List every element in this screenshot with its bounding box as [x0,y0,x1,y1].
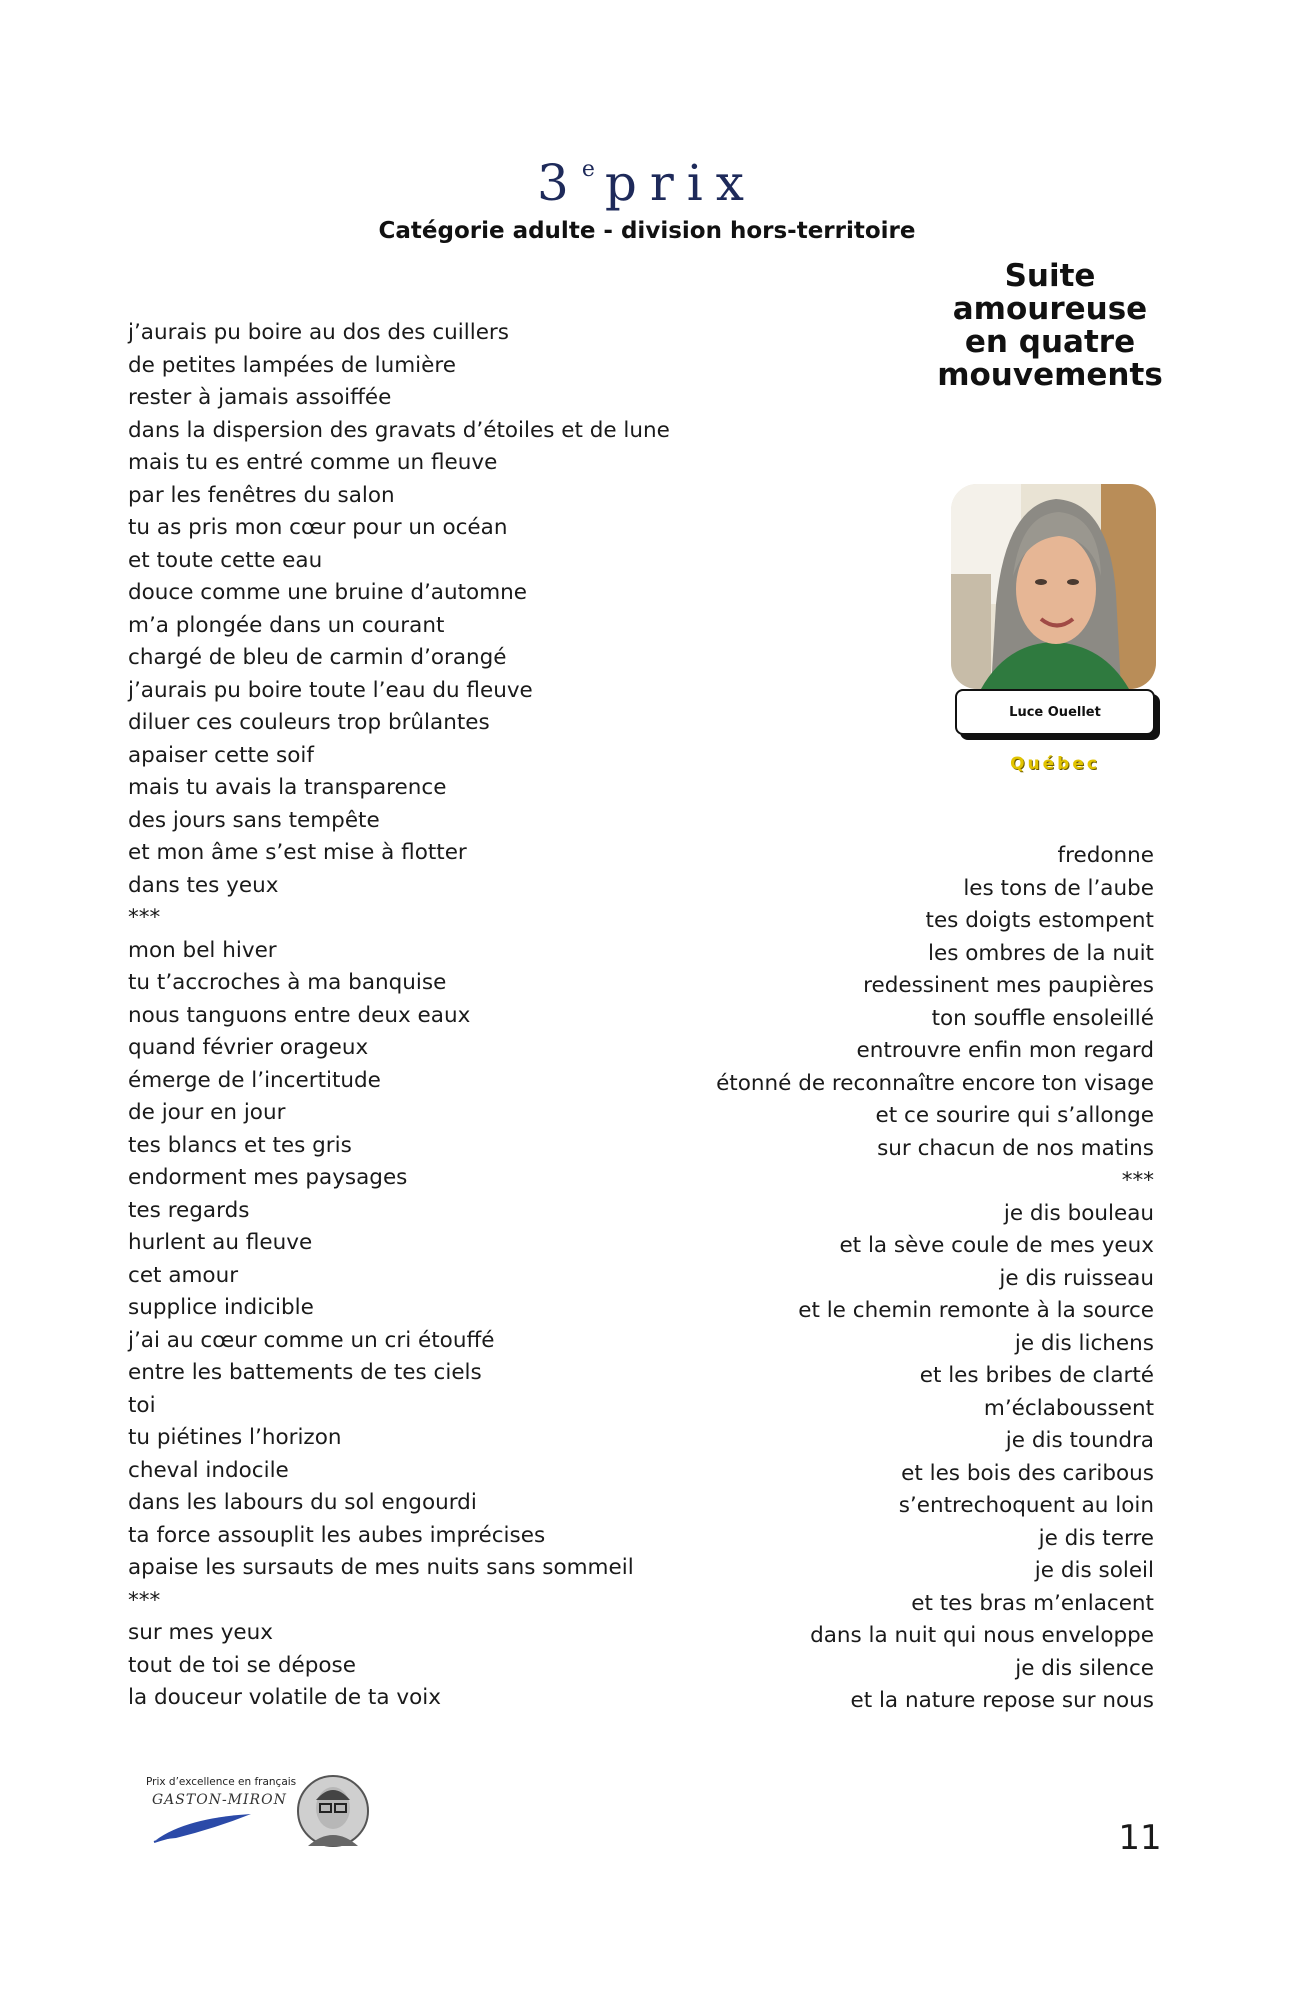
poem-line: ton souffle ensoleillé [931,1005,1154,1031]
poem-line: et la nature repose sur nous [850,1688,1154,1713]
poem-line: je dis toundra [1005,1428,1154,1453]
gaston-miron-logo [146,1768,376,1854]
poem-line: quand février orageux [128,1035,369,1060]
author-name: Luce Ouellet [1009,704,1101,720]
poem-line: *** [128,905,161,930]
poem-line: et les bois des caribous [901,1460,1154,1486]
poem-left-column [128,317,748,1715]
poem-line: rester à jamais assoiffée [128,385,392,410]
poem-line: nous tanguons entre deux eaux [128,1002,471,1028]
poem-title-line: amoureuse [952,291,1148,327]
poem-line: la douceur volatile de ta voix [128,1685,441,1710]
poem-line: douce comme une bruine d’automne [128,580,527,605]
poem-line: dans la nuit qui nous enveloppe [810,1623,1154,1648]
poem-line: dans la dispersion des gravats d’étoiles et de lune [128,417,670,443]
quill-icon [146,1808,266,1848]
poem-line: tout de toi se dépose [128,1652,356,1678]
poem-line: sur mes yeux [128,1620,274,1645]
poem-line: mon bel hiver [128,937,277,963]
poem-line: fredonne [1057,843,1154,868]
poem-line: les ombres de la nuit [928,940,1154,966]
poem-line: et mon âme s’est mise à flotter [128,840,467,865]
poem-line: supplice indicible [128,1295,314,1320]
poem-line: redessinent mes paupières [863,973,1154,998]
poem-line: tu as pris mon cœur pour un océan [128,515,508,540]
poem-line: tes regards [128,1197,250,1223]
poem-line: de jour en jour [128,1100,286,1125]
poem-line: je dis ruisseau [999,1265,1154,1291]
poem-line: mais tu es entré comme un fleuve [128,450,498,475]
poem-line: tes blancs et tes gris [128,1132,352,1158]
poem-right-column [700,840,1154,1718]
logo-name: GASTON-MIRON [152,1792,287,1808]
poem-line: de petites lampées de lumière [128,352,456,378]
portrait-icon [296,1774,370,1848]
poem-line: endorment mes paysages [128,1165,408,1190]
poem-line: apaiser cette soif [128,742,314,768]
poem-line: et tes bras m’enlacent [911,1590,1154,1616]
poem-line: je dis bouleau [1003,1200,1154,1226]
poem-line: *** [1121,1168,1154,1193]
poem-line: ta force assouplit les aubes imprécises [128,1522,546,1548]
poem-line: tu t’accroches à ma banquise [128,970,447,995]
poem-line: par les fenêtres du salon [128,482,395,508]
poem-line: apaise les sursauts de mes nuits sans sommeil [128,1555,634,1580]
poem-line: mais tu avais la transparence [128,775,447,800]
poem-line: tes doigts estompent [925,908,1154,933]
logo-text: Prix d’excellence en français [146,1776,297,1788]
poem-line: j’aurais pu boire au dos des cuillers [128,320,509,345]
poem-line: je dis soleil [1034,1558,1154,1583]
poem-line: j’aurais pu boire toute l’eau du fleuve [128,677,533,703]
poem-line: émerge de l’incertitude [128,1067,381,1093]
poem-line: dans les labours du sol engourdi [128,1490,477,1515]
poem-line: cet amour [128,1262,239,1288]
poem-line: étonné de reconnaître encore ton visage [716,1070,1154,1096]
poem-line: hurlent au fleuve [128,1230,313,1255]
poem-line: et les bribes de clarté [919,1363,1154,1388]
author-region: Québec [1010,754,1100,774]
poem-line: tu piétines l’horizon [128,1425,342,1450]
poem-line: je dis terre [1038,1525,1154,1551]
prize-superscript: e [581,157,595,183]
poem-line: et le chemin remonte à la source [798,1298,1154,1323]
poem-line: m’éclaboussent [983,1395,1154,1421]
poem-line: je dis silence [1015,1655,1154,1681]
poem-line: entre les battements de tes ciels [128,1360,482,1385]
poem-title-line: en quatre [964,324,1136,360]
poem-line: des jours sans tempête [128,807,380,833]
poem-line: je dis lichens [1014,1330,1154,1356]
prize-heading [0,154,1294,212]
poem-line: et la sève coule de mes yeux [839,1233,1154,1258]
poem-line: *** [128,1587,161,1613]
poem-line: entrouvre enfin mon regard [856,1038,1154,1063]
poem-line: cheval indocile [128,1457,289,1483]
poem-line: diluer ces couleurs trop brûlantes [128,710,490,735]
page-number: 11 [1118,1818,1162,1858]
poem-line: dans tes yeux [128,872,279,898]
poem-line: m’a plongée dans un courant [128,612,445,638]
author-photo [951,484,1156,689]
poem-line: sur chacun de nos matins [877,1135,1154,1161]
poem-line: j’ai au cœur comme un cri étouffé [128,1327,495,1353]
poem-line: et toute cette eau [128,547,323,573]
prize-word: prix [604,154,757,212]
prize-number: 3 [537,154,582,212]
poem-title [930,260,1170,392]
poem-title-line: Suite [1004,258,1096,294]
category-subtitle: Catégorie adulte - division hors-territoire [378,218,916,244]
poem-line: s’entrechoquent au loin [898,1493,1154,1518]
poem-title-line: mouvements [937,357,1163,393]
poem-line: chargé de bleu de carmin d’orangé [128,645,507,670]
author-nameplate [955,689,1155,735]
poem-line: les tons de l’aube [963,875,1154,901]
poem-line: toi [128,1392,156,1418]
poem-line: et ce sourire qui s’allonge [875,1103,1154,1128]
